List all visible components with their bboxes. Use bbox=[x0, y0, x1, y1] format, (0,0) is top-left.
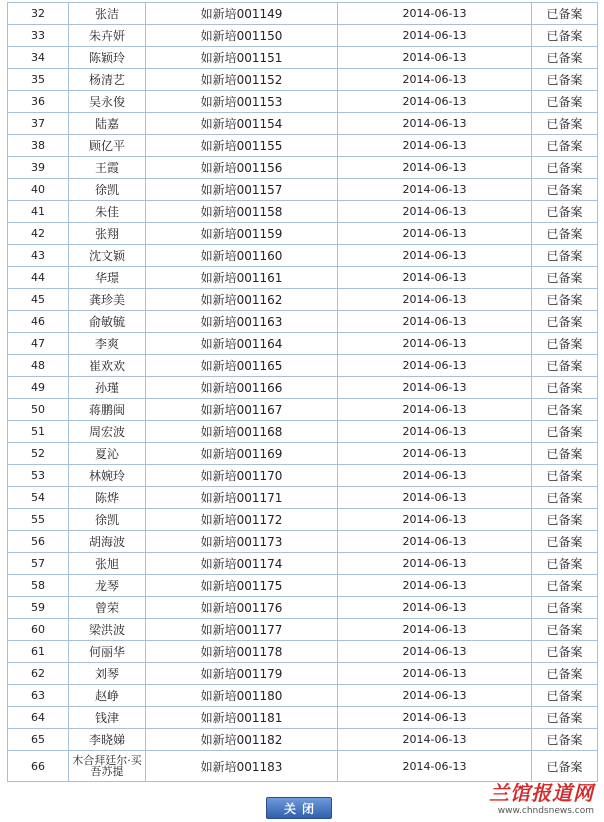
table-row bbox=[8, 421, 598, 443]
person-name: 木合拜廷尔·买吾苏提 bbox=[69, 751, 146, 782]
row-number: 65 bbox=[8, 729, 69, 751]
status-text: 已备案 bbox=[532, 223, 598, 245]
status-text: 已备案 bbox=[532, 135, 598, 157]
row-number: 63 bbox=[8, 685, 69, 707]
person-name: 陈烨 bbox=[69, 487, 146, 509]
person-name: 华璟 bbox=[69, 267, 146, 289]
record-date: 2014-06-13 bbox=[338, 619, 532, 641]
status-text: 已备案 bbox=[532, 751, 598, 782]
row-number: 52 bbox=[8, 443, 69, 465]
record-date: 2014-06-13 bbox=[338, 3, 532, 25]
person-name: 杨清艺 bbox=[69, 69, 146, 91]
record-date: 2014-06-13 bbox=[338, 157, 532, 179]
table-row bbox=[8, 201, 598, 223]
table-row bbox=[8, 465, 598, 487]
table-row bbox=[8, 641, 598, 663]
certificate-number: 如新培001163 bbox=[146, 311, 338, 333]
status-text: 已备案 bbox=[532, 575, 598, 597]
person-name: 李晓娣 bbox=[69, 729, 146, 751]
person-name: 徐凯 bbox=[69, 179, 146, 201]
watermark-logo: 兰馆报道网 bbox=[489, 781, 594, 805]
table-row bbox=[8, 333, 598, 355]
certificate-number: 如新培001154 bbox=[146, 113, 338, 135]
row-number: 51 bbox=[8, 421, 69, 443]
row-number: 49 bbox=[8, 377, 69, 399]
certificate-number: 如新培001162 bbox=[146, 289, 338, 311]
table-row bbox=[8, 25, 598, 47]
certificate-number: 如新培001155 bbox=[146, 135, 338, 157]
person-name: 梁洪波 bbox=[69, 619, 146, 641]
record-date: 2014-06-13 bbox=[338, 289, 532, 311]
person-name: 刘琴 bbox=[69, 663, 146, 685]
person-name: 胡海波 bbox=[69, 531, 146, 553]
person-name: 林婉玲 bbox=[69, 465, 146, 487]
record-date: 2014-06-13 bbox=[338, 465, 532, 487]
certificate-number: 如新培001166 bbox=[146, 377, 338, 399]
person-name: 朱卉妍 bbox=[69, 25, 146, 47]
record-date: 2014-06-13 bbox=[338, 25, 532, 47]
certificate-number: 如新培001178 bbox=[146, 641, 338, 663]
status-text: 已备案 bbox=[532, 69, 598, 91]
status-text: 已备案 bbox=[532, 465, 598, 487]
certificate-number: 如新培001170 bbox=[146, 465, 338, 487]
certificate-number: 如新培001175 bbox=[146, 575, 338, 597]
status-text: 已备案 bbox=[532, 113, 598, 135]
status-text: 已备案 bbox=[532, 641, 598, 663]
record-date: 2014-06-13 bbox=[338, 377, 532, 399]
person-name: 赵峥 bbox=[69, 685, 146, 707]
record-date: 2014-06-13 bbox=[338, 135, 532, 157]
record-date: 2014-06-13 bbox=[338, 597, 532, 619]
record-date: 2014-06-13 bbox=[338, 509, 532, 531]
person-name: 孙瑾 bbox=[69, 377, 146, 399]
status-text: 已备案 bbox=[532, 267, 598, 289]
person-name: 曾荣 bbox=[69, 597, 146, 619]
record-date: 2014-06-13 bbox=[338, 91, 532, 113]
row-number: 46 bbox=[8, 311, 69, 333]
certificate-number: 如新培001167 bbox=[146, 399, 338, 421]
table-row bbox=[8, 245, 598, 267]
record-date: 2014-06-13 bbox=[338, 311, 532, 333]
record-date: 2014-06-13 bbox=[338, 487, 532, 509]
site-watermark bbox=[484, 782, 594, 816]
certificate-number: 如新培001173 bbox=[146, 531, 338, 553]
status-text: 已备案 bbox=[532, 443, 598, 465]
row-number: 35 bbox=[8, 69, 69, 91]
watermark-url: www.chndsnews.com bbox=[497, 806, 594, 816]
table-row bbox=[8, 707, 598, 729]
record-date: 2014-06-13 bbox=[338, 399, 532, 421]
certificate-number: 如新培001181 bbox=[146, 707, 338, 729]
status-text: 已备案 bbox=[532, 201, 598, 223]
table-row bbox=[8, 47, 598, 69]
status-text: 已备案 bbox=[532, 487, 598, 509]
table-row bbox=[8, 663, 598, 685]
certificate-number: 如新培001159 bbox=[146, 223, 338, 245]
certificate-number: 如新培001171 bbox=[146, 487, 338, 509]
certificate-number: 如新培001165 bbox=[146, 355, 338, 377]
table-row bbox=[8, 113, 598, 135]
status-text: 已备案 bbox=[532, 663, 598, 685]
record-date: 2014-06-13 bbox=[338, 685, 532, 707]
person-name: 陆嘉 bbox=[69, 113, 146, 135]
person-name: 钱津 bbox=[69, 707, 146, 729]
certificate-number: 如新培001179 bbox=[146, 663, 338, 685]
table-row bbox=[8, 289, 598, 311]
row-number: 32 bbox=[8, 3, 69, 25]
table-row bbox=[8, 91, 598, 113]
table-row bbox=[8, 729, 598, 751]
certificate-number: 如新培001157 bbox=[146, 179, 338, 201]
table-row bbox=[8, 553, 598, 575]
table-row bbox=[8, 575, 598, 597]
table-row bbox=[8, 311, 598, 333]
table-row bbox=[8, 685, 598, 707]
table-row bbox=[8, 377, 598, 399]
person-name: 崔欢欢 bbox=[69, 355, 146, 377]
record-date: 2014-06-13 bbox=[338, 663, 532, 685]
person-name: 张旭 bbox=[69, 553, 146, 575]
certificate-number: 如新培001176 bbox=[146, 597, 338, 619]
table-row bbox=[8, 355, 598, 377]
table-row bbox=[8, 487, 598, 509]
certificate-number: 如新培001177 bbox=[146, 619, 338, 641]
close-button[interactable]: 关闭 bbox=[266, 797, 332, 819]
row-number: 50 bbox=[8, 399, 69, 421]
record-date: 2014-06-13 bbox=[338, 201, 532, 223]
certificate-number: 如新培001182 bbox=[146, 729, 338, 751]
row-number: 41 bbox=[8, 201, 69, 223]
record-date: 2014-06-13 bbox=[338, 179, 532, 201]
row-number: 56 bbox=[8, 531, 69, 553]
status-text: 已备案 bbox=[532, 157, 598, 179]
status-text: 已备案 bbox=[532, 355, 598, 377]
certificate-number: 如新培001183 bbox=[146, 751, 338, 782]
certificate-number: 如新培001153 bbox=[146, 91, 338, 113]
certificate-number: 如新培001152 bbox=[146, 69, 338, 91]
record-date: 2014-06-13 bbox=[338, 69, 532, 91]
table-row bbox=[8, 597, 598, 619]
person-name: 陈颖玲 bbox=[69, 47, 146, 69]
person-name: 沈文颖 bbox=[69, 245, 146, 267]
record-date: 2014-06-13 bbox=[338, 443, 532, 465]
row-number: 36 bbox=[8, 91, 69, 113]
table-row bbox=[8, 509, 598, 531]
certificate-number: 如新培001151 bbox=[146, 47, 338, 69]
status-text: 已备案 bbox=[532, 597, 598, 619]
status-text: 已备案 bbox=[532, 245, 598, 267]
table-row bbox=[8, 531, 598, 553]
status-text: 已备案 bbox=[532, 399, 598, 421]
certificate-number: 如新培001164 bbox=[146, 333, 338, 355]
certificate-number: 如新培001156 bbox=[146, 157, 338, 179]
record-date: 2014-06-13 bbox=[338, 355, 532, 377]
row-number: 59 bbox=[8, 597, 69, 619]
table-row bbox=[8, 223, 598, 245]
certificate-number: 如新培001169 bbox=[146, 443, 338, 465]
status-text: 已备案 bbox=[532, 531, 598, 553]
certificate-number: 如新培001158 bbox=[146, 201, 338, 223]
status-text: 已备案 bbox=[532, 25, 598, 47]
person-name: 夏沁 bbox=[69, 443, 146, 465]
row-number: 58 bbox=[8, 575, 69, 597]
record-date: 2014-06-13 bbox=[338, 641, 532, 663]
record-date: 2014-06-13 bbox=[338, 245, 532, 267]
row-number: 39 bbox=[8, 157, 69, 179]
person-name: 张翔 bbox=[69, 223, 146, 245]
certificate-number: 如新培001168 bbox=[146, 421, 338, 443]
table-row bbox=[8, 3, 598, 25]
table-row bbox=[8, 267, 598, 289]
row-number: 55 bbox=[8, 509, 69, 531]
status-text: 已备案 bbox=[532, 707, 598, 729]
person-name: 龙琴 bbox=[69, 575, 146, 597]
status-text: 已备案 bbox=[532, 3, 598, 25]
status-text: 已备案 bbox=[532, 289, 598, 311]
certificate-number: 如新培001161 bbox=[146, 267, 338, 289]
status-text: 已备案 bbox=[532, 91, 598, 113]
certificate-number: 如新培001180 bbox=[146, 685, 338, 707]
row-number: 62 bbox=[8, 663, 69, 685]
record-date: 2014-06-13 bbox=[338, 113, 532, 135]
person-name: 龚珍美 bbox=[69, 289, 146, 311]
table-row bbox=[8, 135, 598, 157]
table-row bbox=[8, 399, 598, 421]
record-date: 2014-06-13 bbox=[338, 729, 532, 751]
row-number: 66 bbox=[8, 751, 69, 782]
person-name: 李爽 bbox=[69, 333, 146, 355]
certificate-number: 如新培001174 bbox=[146, 553, 338, 575]
record-date: 2014-06-13 bbox=[338, 531, 532, 553]
record-date: 2014-06-13 bbox=[338, 421, 532, 443]
table-row bbox=[8, 157, 598, 179]
record-date: 2014-06-13 bbox=[338, 707, 532, 729]
record-date: 2014-06-13 bbox=[338, 47, 532, 69]
row-number: 48 bbox=[8, 355, 69, 377]
row-number: 44 bbox=[8, 267, 69, 289]
row-number: 53 bbox=[8, 465, 69, 487]
row-number: 42 bbox=[8, 223, 69, 245]
status-text: 已备案 bbox=[532, 179, 598, 201]
table-row bbox=[8, 443, 598, 465]
person-name: 吴永俊 bbox=[69, 91, 146, 113]
row-number: 54 bbox=[8, 487, 69, 509]
person-name: 顾亿平 bbox=[69, 135, 146, 157]
row-number: 47 bbox=[8, 333, 69, 355]
status-text: 已备案 bbox=[532, 619, 598, 641]
person-name: 何丽华 bbox=[69, 641, 146, 663]
person-name: 俞敏毓 bbox=[69, 311, 146, 333]
person-name: 朱佳 bbox=[69, 201, 146, 223]
status-text: 已备案 bbox=[532, 333, 598, 355]
row-number: 34 bbox=[8, 47, 69, 69]
row-number: 37 bbox=[8, 113, 69, 135]
certificate-number: 如新培001150 bbox=[146, 25, 338, 47]
status-text: 已备案 bbox=[532, 729, 598, 751]
row-number: 38 bbox=[8, 135, 69, 157]
person-name: 蒋鹏闽 bbox=[69, 399, 146, 421]
row-number: 64 bbox=[8, 707, 69, 729]
row-number: 40 bbox=[8, 179, 69, 201]
record-date: 2014-06-13 bbox=[338, 553, 532, 575]
record-date: 2014-06-13 bbox=[338, 575, 532, 597]
record-date: 2014-06-13 bbox=[338, 223, 532, 245]
row-number: 57 bbox=[8, 553, 69, 575]
registration-table bbox=[7, 2, 598, 782]
status-text: 已备案 bbox=[532, 47, 598, 69]
row-number: 33 bbox=[8, 25, 69, 47]
row-number: 60 bbox=[8, 619, 69, 641]
status-text: 已备案 bbox=[532, 421, 598, 443]
person-name: 王霞 bbox=[69, 157, 146, 179]
table-row bbox=[8, 69, 598, 91]
status-text: 已备案 bbox=[532, 685, 598, 707]
table-row bbox=[8, 751, 598, 782]
row-number: 43 bbox=[8, 245, 69, 267]
record-date: 2014-06-13 bbox=[338, 333, 532, 355]
certificate-number: 如新培001172 bbox=[146, 509, 338, 531]
status-text: 已备案 bbox=[532, 509, 598, 531]
certificate-number: 如新培001160 bbox=[146, 245, 338, 267]
person-name: 张洁 bbox=[69, 3, 146, 25]
record-date: 2014-06-13 bbox=[338, 751, 532, 782]
table-row bbox=[8, 179, 598, 201]
table-body bbox=[8, 3, 598, 782]
table-row bbox=[8, 619, 598, 641]
status-text: 已备案 bbox=[532, 377, 598, 399]
certificate-number: 如新培001149 bbox=[146, 3, 338, 25]
person-name: 周宏波 bbox=[69, 421, 146, 443]
status-text: 已备案 bbox=[532, 311, 598, 333]
record-date: 2014-06-13 bbox=[338, 267, 532, 289]
status-text: 已备案 bbox=[532, 553, 598, 575]
person-name: 徐凯 bbox=[69, 509, 146, 531]
row-number: 61 bbox=[8, 641, 69, 663]
row-number: 45 bbox=[8, 289, 69, 311]
